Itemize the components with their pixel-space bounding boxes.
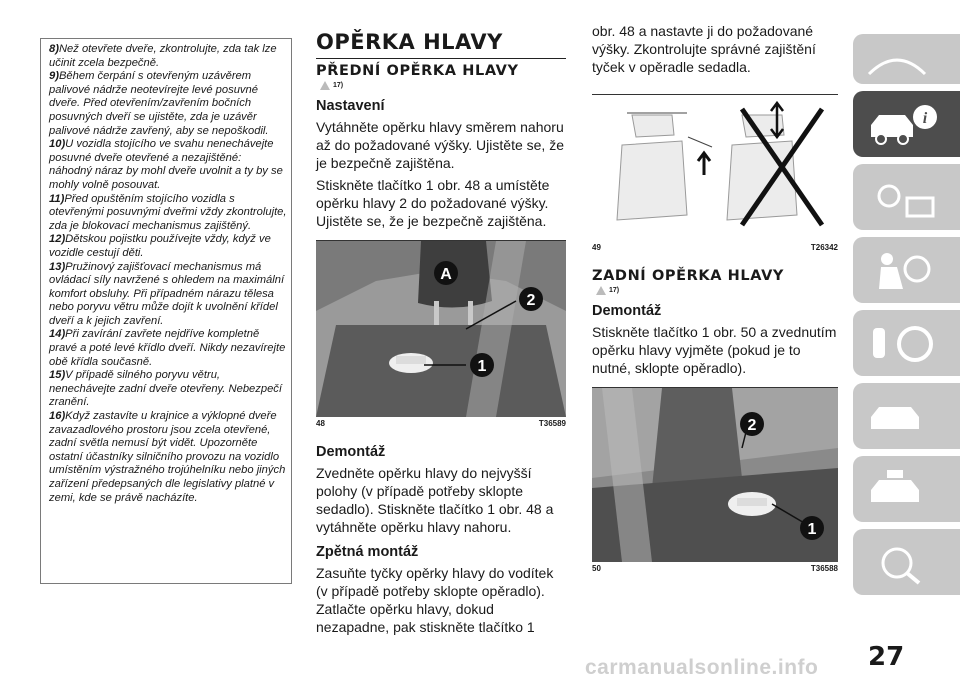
paragraph: Zasuňte tyčky opěrky hlavy do vodítek (v případě potřeby sklopte opěradlo). Zatlačte opěrku hlavy, dokud nezapadne, pak stiskněte tlačítko 1 [316, 565, 554, 635]
note-item [49, 328, 287, 369]
figure-number: 49 [592, 243, 601, 252]
figure-50 [592, 387, 838, 573]
figure-code: T36589 [538, 419, 566, 428]
callout-2: 2 [747, 417, 757, 434]
car-info-icon [867, 103, 937, 147]
chapter-tab-lights[interactable] [853, 164, 960, 230]
rear-headrest-section [592, 22, 838, 573]
note-number: 11) [49, 192, 65, 205]
figure-number: 50 [592, 564, 601, 573]
note-number: 15) [49, 369, 66, 382]
paragraph: obr. 48 a nastavte ji do požadované výšky. Zkontrolujte správné zajištění tyček v opěradle sedadla. [592, 23, 816, 75]
note-item [49, 138, 287, 192]
watermark: carmanualsonline.info [585, 656, 819, 679]
note-text: V případě silného poryvu větru, nenechávejte zadní dveře otevřeny. Nebezpečí zranění. [49, 369, 283, 409]
figure-code: T26342 [810, 243, 838, 252]
note-item [49, 261, 287, 329]
warning-triangle-icon [596, 286, 606, 295]
chapter-tab-vehicle-info[interactable] [853, 91, 960, 157]
note-text: Při zavírání zavřete nejdříve kompletně pravé a poté levé křídlo dveří. Nikdy nezavírejte obě křídla současně. [49, 328, 286, 368]
paragraph: Vytáhněte opěrku hlavy směrem nahoru až do požadované výšky. Ujistěte se, že je bezpečně zajištěna. [316, 119, 564, 171]
callout-1: 1 [477, 358, 487, 375]
warning-triangle-icon [320, 81, 330, 90]
warning-ref-number: 17) [333, 82, 344, 89]
section-title-front: PŘEDNÍ OPĚRKA HLAVY [316, 63, 519, 79]
note-item [49, 193, 287, 234]
warning-ref [596, 286, 838, 295]
headrest-photo [316, 241, 566, 417]
notes-box [40, 38, 292, 584]
figure-code: T36588 [810, 564, 838, 573]
note-item [49, 70, 287, 138]
chapter-tab-dashboard[interactable] [853, 34, 960, 84]
note-text: Když zastavíte u krajnice a výklopné dveře zavazadlového prostoru jsou zcela otevřené, zadní světla nemusí být vidět. Upozorněte ostatní účastníky silničního provozu na vozidlo umístěním výstražného trojúhelníku nebo jiných zařízení předepsaných dle legislativy platné v zemi, kde se právě nacházíte. [49, 410, 286, 504]
figure-caption [592, 241, 838, 252]
lights-warning-icon [867, 176, 937, 220]
warning-ref [320, 81, 566, 90]
callout-2: 2 [526, 292, 536, 309]
chapter-tab-emergency[interactable] [853, 383, 960, 449]
paragraph: Stiskněte tlačítko 1 obr. 48 a umístěte opěrku hlavy 2 do požadované výšky. Ujistěte se, že je bezpečně zajištěna. [316, 177, 550, 229]
chapter-tab-maintenance[interactable] [853, 456, 960, 522]
headrest-diagram [592, 95, 838, 241]
figure-49 [592, 94, 838, 252]
front-headrest-section [316, 30, 566, 640]
note-number: 14) [49, 328, 66, 341]
figure-caption [316, 417, 566, 428]
svg-text:i: i [922, 110, 928, 127]
figure-caption [592, 562, 838, 573]
heading-remove: Demontáž [316, 444, 386, 460]
technical-data-icon [867, 541, 937, 585]
paragraph: Zvedněte opěrku hlavy do nejvyšší polohy (v případě potřeby sklopte sedadlo). Stiskněte tlačítko 1 obr. 48 a vytáhněte opěrku hlavy nahoru. [316, 465, 554, 535]
section-title-rear: ZADNÍ OPĚRKA HLAVY [592, 268, 785, 284]
note-item [49, 233, 287, 260]
rear-headrest-photo [592, 388, 838, 562]
figure-48 [316, 240, 566, 428]
chapter-tab-safety[interactable] [853, 237, 960, 303]
page-number: 27 [868, 642, 905, 672]
chapter-tab-specs[interactable] [853, 529, 960, 595]
callout-1: 1 [807, 521, 817, 538]
page-title: OPĚRKA HLAVY [316, 30, 503, 54]
note-text: Během čerpání s otevřeným uzávěrem palivové nádrže neotevírejte levé posuvné dveře. Před otevřením/zavřením bočních posuvných dveří se ujistěte, zda je uzávěr palivové nádrže zavřený, aby se nepoškodil. [49, 70, 269, 137]
chapter-tab-starting[interactable] [853, 310, 960, 376]
note-text: Pružinový zajišťovací mechanismus má ovládací síly navržené s ohledem na maximální komfort obsluhy. Při případném nárazu tělesa nebo poryvu větru může dojít k uvolnění křídel dveří a k jejich zavření. [49, 260, 285, 327]
note-number: 16) [49, 410, 66, 423]
warning-ref-number: 17) [609, 287, 620, 294]
service-car-icon [867, 468, 937, 512]
note-number: 9) [49, 70, 59, 83]
note-text: Než otevřete dveře, zkontrolujte, zda tak lze učinit zcela bezpečně. [49, 43, 277, 69]
note-item [49, 43, 287, 70]
note-number: 12) [49, 233, 66, 246]
figure-number: 48 [316, 419, 325, 428]
note-text: Před opuštěním stojícího vozidla s otevřenými posuvnými dveřmi vždy zkontrolujte, zda je blokovací mechanismus zajištěný. [49, 192, 287, 232]
note-item [49, 369, 287, 410]
heading-remove: Demontáž [592, 303, 662, 319]
callout-A: A [440, 266, 452, 283]
note-text: Dětskou pojistku používejte vždy, když ve vozidle cestují děti. [49, 233, 271, 259]
car-warning-icon [867, 395, 937, 439]
heading-refit: Zpětná montáž [316, 544, 419, 560]
steering-wheel-icon [867, 322, 937, 366]
note-number: 10) [49, 138, 66, 151]
title-rule [316, 58, 566, 59]
note-number: 8) [49, 43, 59, 55]
paragraph: Stiskněte tlačítko 1 obr. 50 a zvednutím opěrku hlavy vyjměte (pokud je to nutné, sklopte opěradlo). [592, 324, 837, 376]
dashboard-icon [867, 46, 927, 76]
heading-adjust: Nastavení [316, 98, 385, 114]
note-text: U vozidla stojícího ve svahu nenechávejte posuvné dveře otevřené a nezajištěné: náhodný náraz by mohl dveře uvolnit a ty by se mohly volně posouvat. [49, 138, 283, 191]
note-item [49, 410, 287, 505]
note-number: 13) [49, 260, 66, 273]
airbag-icon [867, 249, 937, 293]
